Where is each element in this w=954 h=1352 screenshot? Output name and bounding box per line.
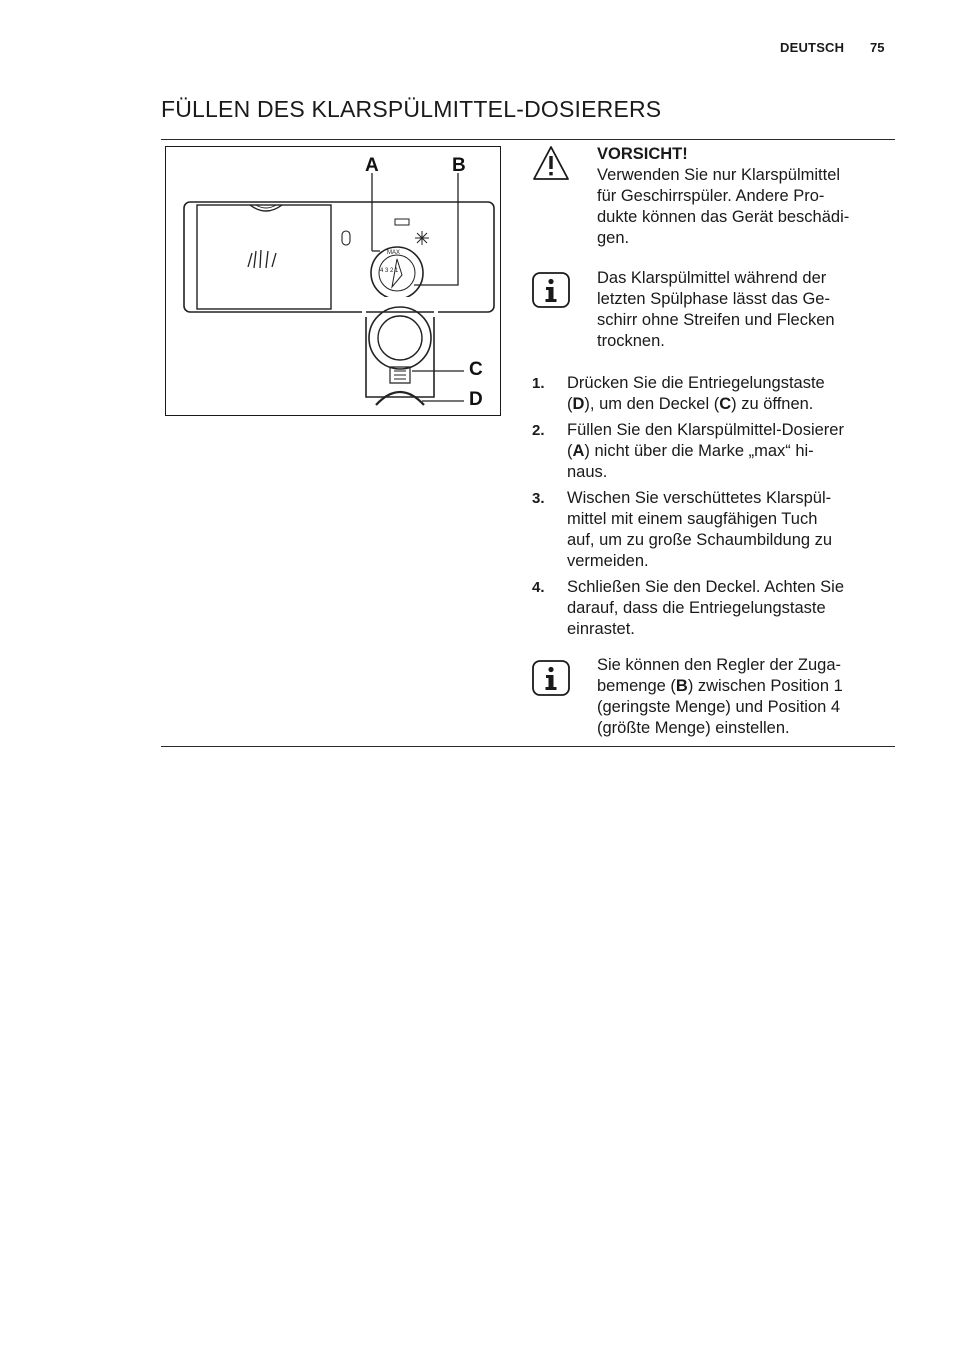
step-line: mittel mit einem saugfähigen Tuch: [567, 510, 818, 528]
info-text: ) zwischen Position 1: [687, 677, 843, 695]
step-item: [530, 420, 895, 483]
page-number: 75: [870, 40, 885, 55]
info-line: (größte Menge) einstellen.: [597, 719, 790, 737]
instruction-steps: [530, 373, 895, 640]
info-line: (geringste Menge) und Position 4: [597, 698, 841, 716]
step-number: 4.: [532, 579, 545, 596]
caution-line: Verwenden Sie nur Klarspülmittel: [597, 166, 841, 184]
step-item: [530, 373, 895, 415]
dial-max-mark: MAX: [387, 250, 401, 256]
info-line: trocknen.: [597, 332, 665, 350]
step-ref-a: A: [572, 442, 585, 460]
step-text: (: [567, 395, 573, 413]
caution-line: gen.: [597, 229, 630, 247]
step-line: Drücken Sie die Entriegelungstaste: [567, 374, 825, 392]
info-line: Sie können den Regler der Zuga-: [597, 656, 841, 674]
info-text: bemenge (: [597, 677, 676, 695]
release-button[interactable]: [376, 392, 424, 405]
step-number: 2.: [532, 422, 545, 439]
step-number: 3.: [532, 490, 545, 507]
step-item: [530, 488, 895, 572]
step-text: ) zu öffnen.: [731, 395, 814, 413]
detergent-symbol-icon: [248, 250, 276, 268]
figure-label-b: B: [452, 155, 466, 176]
step-ref-d: D: [572, 395, 585, 413]
step-line: Schließen Sie den Deckel. Achten Sie: [567, 578, 844, 596]
dispenser-figure: [165, 146, 501, 416]
step-ref-c: C: [719, 395, 732, 413]
figure-label-d: D: [469, 389, 483, 410]
step-line: naus.: [567, 463, 608, 481]
step-text: (: [567, 442, 573, 460]
section-bottom-rule: [161, 746, 895, 747]
step-line: Füllen Sie den Klarspülmittel-Dosierer: [567, 421, 844, 439]
warning-triangle-icon: [530, 144, 572, 184]
step-line: darauf, dass die Entriegelungstaste: [567, 599, 826, 617]
figure-label-c: C: [469, 359, 483, 380]
step-line: vermeiden.: [567, 552, 649, 570]
step-number: 1.: [532, 375, 545, 392]
figure-label-a: A: [365, 155, 379, 176]
info-line: schirr ohne Streifen und Flecken: [597, 311, 835, 329]
info-line: Das Klarspülmittel während der: [597, 269, 827, 287]
step-line: einrastet.: [567, 620, 635, 638]
step-text: ) nicht über die Marke „max“ hi-: [584, 442, 814, 460]
info-ref-b: B: [675, 677, 688, 695]
section-top-rule: [161, 139, 895, 140]
info-line: letzten Spülphase lässt das Ge-: [597, 290, 830, 308]
caution-line: für Geschirrspüler. Andere Pro-: [597, 187, 825, 205]
dispenser-illustration: [166, 147, 500, 415]
rinse-aid-star-icon: [415, 231, 429, 245]
step-item: [530, 577, 895, 640]
page-header-language: DEUTSCH: [780, 40, 845, 55]
section-title: FÜLLEN DES KLARSPÜLMITTEL-DOSIERERS: [161, 96, 662, 122]
info-icon: [530, 658, 572, 698]
caution-heading: VORSICHT!: [597, 145, 688, 163]
info-icon: [530, 270, 572, 310]
step-line: auf, um zu große Schaumbildung zu: [567, 531, 833, 549]
level-indicator: [342, 231, 350, 245]
step-text: ), um den Deckel (: [584, 395, 720, 413]
dial-digits: 4 3 2 1: [380, 268, 399, 274]
step-line: Wischen Sie verschüttetes Klarspül-: [567, 489, 832, 507]
caution-line: dukte können das Gerät beschädi-: [597, 208, 850, 226]
